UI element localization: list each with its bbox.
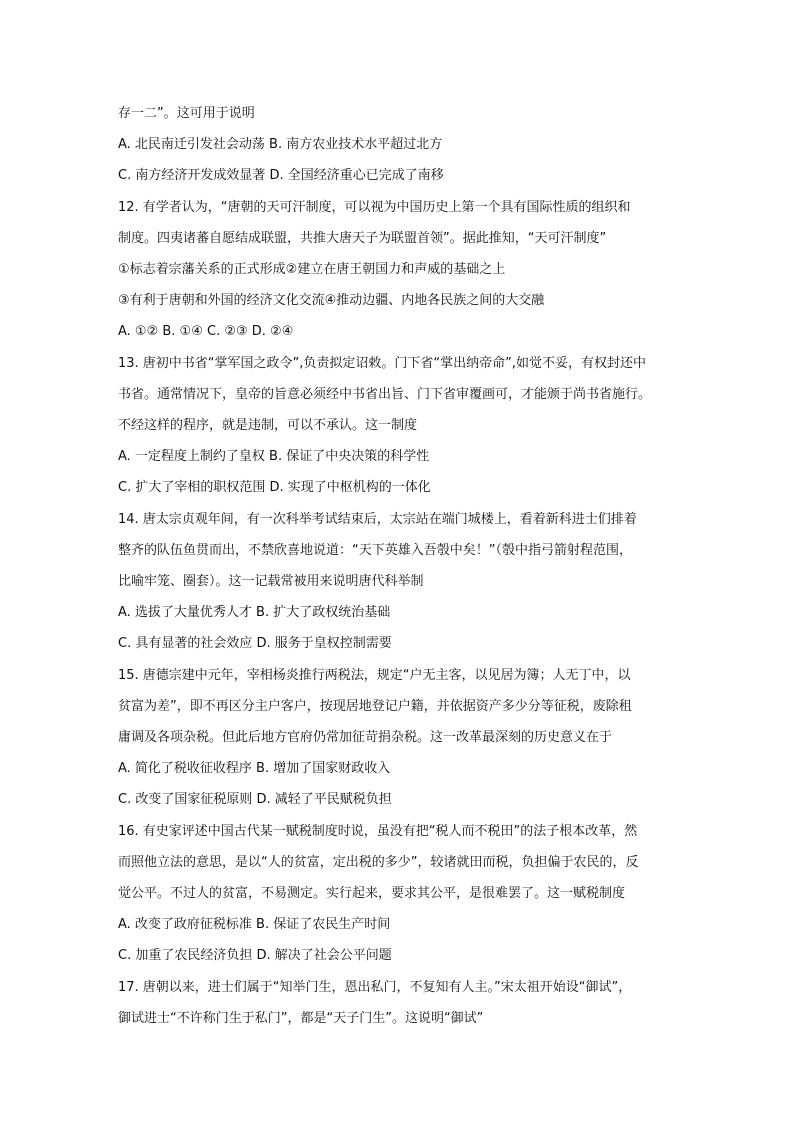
q16-stem-1: 16. 有史家评述中国古代某一赋税制度时说，虽没有把“税人而不税田”的法子根本改革，然 [118,823,638,839]
q15-stem-3: 庸调及各项杂税。但此后地方官府仍常加征苛捐杂税。这一改革最深刻的历史意义在于 [118,730,613,746]
q14-stem-2: 整齐的队伍鱼贯而出，不禁欣喜地说道：“天下英雄入吾彀中矣！”（彀中指弓箭射程范围， [118,542,632,558]
q15-stem-1: 15. 唐德宗建中元年，宰相杨炎推行两税法，规定“户无主客，以见居为簿；人无丁中，以 [118,667,631,683]
q12-statements-1: ①标志着宗藩关系的正式形成②建立在唐王朝国力和声威的基础之上 [118,262,506,278]
q16-stem-3: 觉公平。不过人的贫富，不易测定。实行起来，要求其公平，是很难罢了。这一赋税制度 [118,886,626,902]
q15-options-ab: A. 简化了税收征收程序 B. 增加了国家财政收入 [118,761,391,777]
q12-statements-2: ③有利于唐朝和外国的经济文化交流④推动边疆、内地各民族之间的大交融 [118,293,545,309]
q13-stem-2: 书省。通常情况下，皇帝的旨意必须经中书省出旨、门下省审覆画可，才能颁于尚书省施行。 [118,386,652,402]
q17-stem-1: 17. 唐朝以来，进士们属于“知举门生，恩出私门，不复知有人主。”宋太祖开始设“御试”， [118,979,632,995]
q13-options-ab: A. 一定程度上制约了皇权 B. 保证了中央决策的科学性 [118,449,430,465]
text-line-1: 存一二”。这可用于说明 [118,106,255,121]
q12-stem-1: 12. 有学者认为，“唐朝的天可汗制度，可以视为中国历史上第一个具有国际性质的组织和 [118,199,631,215]
q14-options-ab: A. 选拔了大量优秀人才 B. 扩大了政权统治基础 [118,605,391,621]
q13-stem-1: 13. 唐初中书省“掌军国之政令”,负责拟定诏敕。门下省“掌出纳帝命”,如觉不妥，有权封还中 [118,355,647,371]
q12-options: A. ①② B. ①④ C. ②③ D. ②④ [118,324,294,340]
q15-options-cd: C. 改变了国家征税原则 D. 减轻了平民赋税负担 [118,792,392,808]
q11-options-ab: A. 北民南迁引发社会动荡 B. 南方农业技术水平超过北方 [118,137,443,153]
q11-options-cd: C. 南方经济开发成效显著 D. 全国经济重心已完成了南移 [118,168,444,184]
q16-options-ab: A. 改变了政府征税标准 B. 保证了农民生产时间 [118,917,391,933]
q14-options-cd: C. 具有显著的社会效应 D. 服务于皇权控制需要 [118,636,392,652]
q12-stem-2: 制度。四夷诸蕃自愿结成联盟，共推大唐天子为联盟首领”。据此推知，“天可汗制度” [118,230,607,246]
exam-text [118,98,708,1034]
q13-options-cd: C. 扩大了宰相的职权范围 D. 实现了中枢机构的一体化 [118,480,431,496]
q14-stem-1: 14. 唐太宗贞观年间，有一次科举考试结束后，太宗站在端门城楼上，看着新科进士们排着 [118,511,637,527]
q17-stem-2: 御试进士“不许称门生于私门”，都是“天子门生”。这说明“御试” [118,1010,484,1026]
q14-stem-3: 比喻牢笼、圈套）。这一记载常被用来说明唐代科举制 [118,574,424,590]
q16-stem-2: 而照他立法的意思，是以“人的贫富，定出税的多少”，较诸就田而税，负担偏于农民的，反 [118,854,639,870]
q15-stem-2: 贫富为差”，即不再区分主户客户，按现居地登记户籍，并依据资产多少分等征税，废除租 [118,698,632,714]
q13-stem-3: 不经这样的程序，就是违制，可以不承认。这一制度 [118,418,418,434]
q16-options-cd: C. 加重了农民经济负担 D. 解决了社会公平问题 [118,948,392,964]
